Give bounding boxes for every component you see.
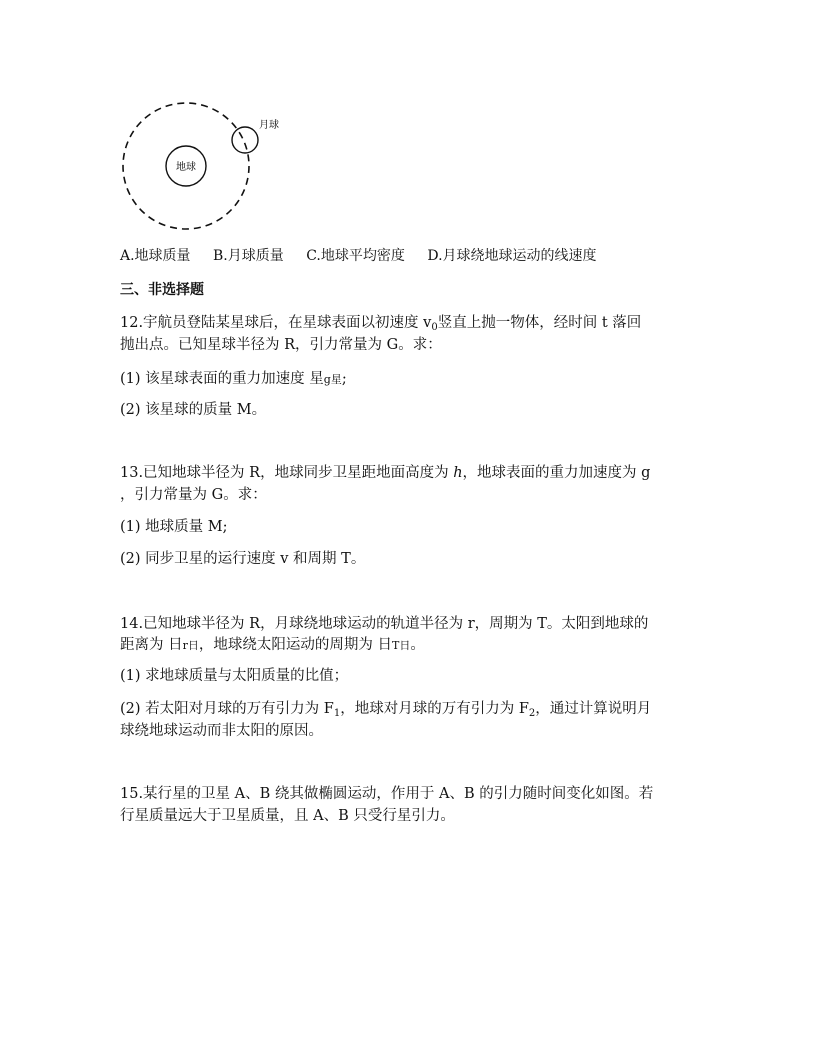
- section-title: 三、非选择题: [120, 282, 204, 298]
- moon-circle: [232, 127, 258, 153]
- q13-h-symbol: h: [453, 465, 463, 481]
- q12-v-symbol: v: [423, 315, 432, 331]
- q13-text-prefix: 13.已知地球半径为 R，地球同步卫星距地面高度为: [120, 465, 454, 481]
- moon-label: 月球: [259, 120, 279, 131]
- q14-part2-mid: ，地球对月球的万有引力为: [340, 701, 519, 717]
- q12-text-suffix: 竖直上抛一物体，经时间 t 落回: [437, 315, 642, 331]
- q12-part1-g: g星: [323, 373, 342, 386]
- q14-line1: 14.已知地球半径为 R，月球绕地球运动的轨道半径为 r，周期为 T。太阳到地球的: [120, 616, 649, 632]
- option-b: B.月球质量: [213, 248, 284, 264]
- q14-line2-prefix: 距离为 日: [120, 637, 183, 653]
- option-d: D.月球绕地球运动的线速度: [427, 248, 597, 264]
- q14-f1-symbol: F: [323, 701, 334, 717]
- q13-part2: (2) 同步卫星的运行速度 v 和周期 T。: [120, 551, 366, 567]
- q14-line2: [120, 634, 425, 657]
- q14-part2-line1: [120, 698, 651, 722]
- q14-part2-suffix: ，通过计算说明月: [535, 701, 652, 717]
- q15-line1: 15.某行星的卫星 A、B 绕其做椭圆运动，作用于 A、B 的引力随时间变化如图。若: [120, 786, 654, 802]
- q13-part1: (1) 地球质量 M;: [120, 519, 228, 535]
- q12-part1: [120, 368, 347, 391]
- option-c: C.地球平均密度: [306, 248, 405, 264]
- orbit-diagram: [116, 96, 296, 236]
- q13-line1: [120, 462, 650, 484]
- q12-part2: (2) 该星球的质量 M。: [120, 402, 267, 418]
- q14-line2-suffix: 。: [410, 637, 425, 653]
- q14-part2-line2: 球绕地球运动而非太阳的原因。: [120, 723, 323, 739]
- q15-line2: 行星质量远大于卫星质量，且 A、B 只受行星引力。: [120, 808, 455, 824]
- option-a: A.地球质量: [120, 248, 191, 264]
- q12-part1-prefix: (1) 该星球表面的重力加速度 星: [120, 371, 324, 387]
- q13-line2: ，引力常量为 G。求：: [120, 487, 267, 503]
- earth-label: 地球: [176, 162, 196, 173]
- q12-line2: 抛出点。已知星球半径为 R，引力常量为 G。求：: [120, 337, 442, 353]
- q12-text-prefix: 12.宇航员登陆某星球后，在星球表面以初速度: [120, 315, 424, 331]
- q14-part2-prefix: (2) 若太阳对月球的万有引力为: [120, 701, 324, 717]
- q12-part1-suffix: ;: [341, 371, 347, 387]
- answer-options: [120, 245, 615, 267]
- q14-r-sun: r日: [182, 639, 199, 652]
- q14-part1: (1) 求地球质量与太阳质量的比值；: [120, 668, 349, 684]
- q12-v-subscript: 0: [431, 322, 438, 333]
- q14-t-sun: T日: [391, 639, 411, 652]
- q14-f2-symbol: F: [518, 701, 529, 717]
- q14-f2-subscript: 2: [528, 708, 536, 719]
- q14-f1-subscript: 1: [333, 708, 341, 719]
- q14-line2-mid: ，地球绕太阳运动的周期为 日: [198, 637, 392, 653]
- q12-line1: [120, 312, 641, 336]
- q13-text-suffix: ，地球表面的重力加速度为 g: [462, 465, 651, 481]
